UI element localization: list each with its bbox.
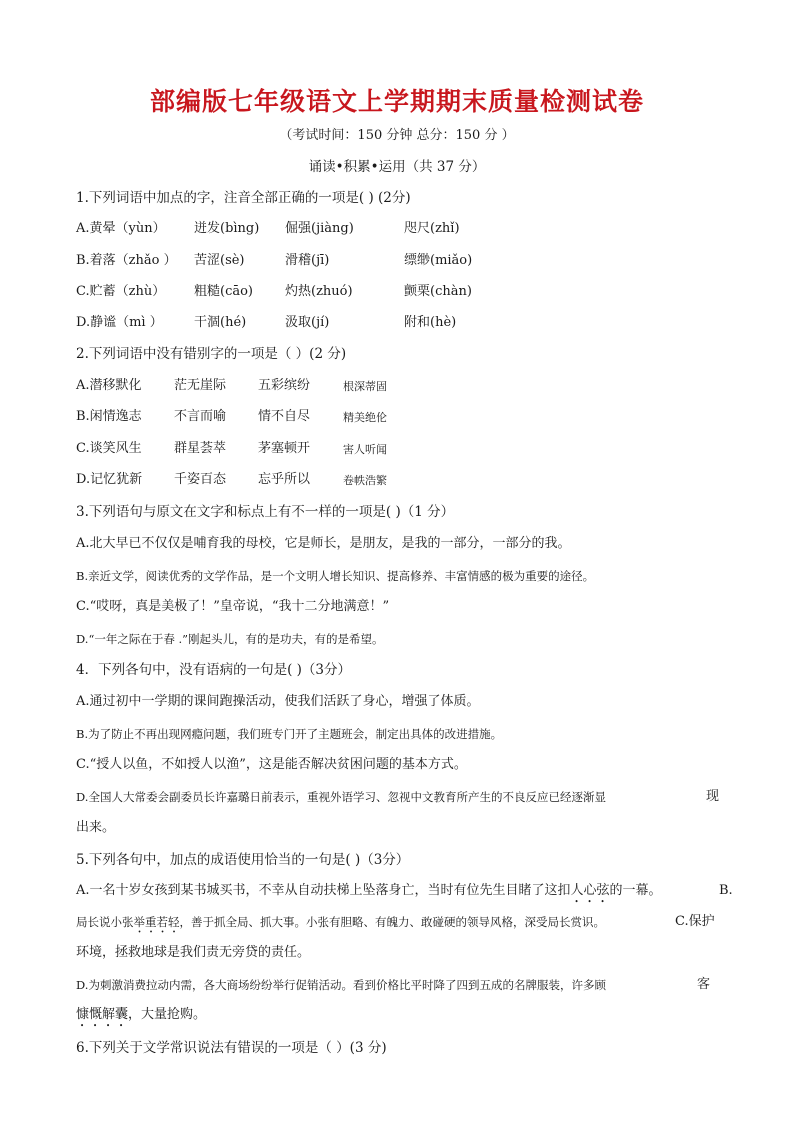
q5-option-d-post: ，大量抢购。 [128,1007,207,1022]
q1-option-d-3: 汲取(jí) [285,315,330,330]
q2-option-b-4: 精美绝伦 [343,411,387,424]
q5-option-d-line2 [76,1006,206,1030]
q5-option-b-pre: 局长说小张 [76,915,134,929]
q2-option-a-4: 根深蒂固 [343,380,387,393]
exam-info: （考试时间：150 分钟 总分：150 分 ） [279,128,515,143]
q1-option-b-3: 滑稽(jī) [285,253,330,268]
q2-option-d-3: 忘乎所以 [258,472,311,487]
q2-option-a-3: 五彩缤纷 [258,378,311,393]
q5-option-a-idiom: 人心弦 [570,883,610,898]
page-title: 部编版七年级语文上学期期末质量检测试卷 [149,87,644,116]
q3-option-b: B.亲近文学，阅读优秀的文学作品，是一个文明人增长知识、提高修养、丰富情感的极为重要的途径。 [76,569,595,583]
q2-option-b-2: 不言而喻 [174,409,227,424]
q2-option-b-1: B.闲情逸志 [76,409,142,424]
q5-option-a [76,882,662,906]
q5-option-a-pre: A.一名十岁女孩到某书城买书，不幸从自动扶梯上坠落身亡，当时有位先生目睹了这扣 [76,883,571,898]
q1-option-c-1: C.贮蓄（zhù） [76,284,166,299]
q4-option-d-line2: 出来。 [76,820,116,835]
q2-option-c-1: C.谈笑风生 [76,441,142,456]
q5-option-c: 环境，拯救地球是我们责无旁贷的责任。 [76,945,311,960]
q5-option-c-start: C.保护 [675,914,715,929]
q2-option-c-2: 群星荟萃 [174,441,227,456]
q2-option-c-3: 茅塞顿开 [258,441,311,456]
q3-option-d: D.“一年之际在于春 .”刚起头儿，有的是功夫，有的是希望。 [76,632,384,646]
q1-option-d-2: 干涸(hé) [194,315,247,330]
question-2-stem: 2.下列词语中没有错别字的一项是（ ）(2 分) [76,346,347,362]
q1-option-b-4: 缥缈(miǎo) [404,253,473,268]
question-5-stem: 5.下列各句中，加点的成语使用恰当的一句是( )（3分） [76,852,410,868]
q2-option-b-3: 情不自尽 [258,409,311,424]
q3-option-a: A.北大早已不仅仅是哺育我的母校，它是师长，是朋友，是我的一部分，一部分的我。 [76,536,571,551]
q4-option-d-line1-end: 现 [706,789,720,804]
q5-option-d-line1: D.为刺激消费拉动内需，各大商场纷纷举行促销活动。看到价格比平时降了四到五成的名牌服装，许多顾 [76,978,606,992]
q1-option-a-1: A.黄晕（yùn） [76,221,166,236]
q5-option-d-line1-end: 客 [697,977,711,992]
question-6-stem: 6.下列关于文学常识说法有错误的一项是（ ）(3 分) [76,1040,387,1056]
q5-option-b-post: ，善于抓全局、抓大事。小张有胆略、有魄力、敢碰硬的领导风格，深受局长赏识。 [179,915,605,929]
q4-option-b: B.为了防止不再出现网瘾问题，我们班专门开了主题班会，制定出具体的改进措施。 [76,727,503,741]
q1-option-a-2: 迸发(bìng) [194,221,260,236]
q1-option-c-2: 粗糙(cāo) [194,284,254,299]
q2-option-a-1: A.潜移默化 [76,378,142,393]
q1-option-b-1: B.着落（zhǎo ） [76,253,177,268]
q2-option-d-2: 千姿百态 [174,472,227,487]
q5-option-a-post: 的一幕。 [609,883,662,898]
q1-option-d-4: 附和(hè) [404,315,457,330]
question-3-stem: 3.下列语句与原文在文字和标点上有不一样的一项是( )（1 分） [76,504,455,520]
section-heading: 诵读•积累•运用（共 37 分） [308,159,486,175]
q1-option-a-3: 倔强(jiàng) [285,221,354,236]
q1-option-d-1: D.静谧（mì ） [76,315,163,330]
q1-option-c-3: 灼热(zhuó) [285,284,353,299]
q5-option-d-idiom: 慷慨解囊 [76,1007,129,1022]
q5-option-b [76,913,605,936]
q1-option-b-2: 苦涩(sè) [194,253,245,268]
q3-option-c: C.“哎呀，真是美极了！”皇帝说，“我十二分地满意！” [76,599,390,614]
q4-option-d-line1: D.全国人大常委会副委员长许嘉璐日前表示，重视外语学习、忽视中文教育所产生的不良反应已经逐渐显 [76,790,606,804]
q2-option-c-4: 害人听闻 [343,443,387,456]
q1-option-a-4: 咫尺(zhǐ) [404,221,460,236]
q2-option-a-2: 茫无崖际 [174,378,227,393]
q5-option-b-start: B. [719,883,733,898]
question-4-stem: 4．下列各句中，没有语病的一句是( )（3分） [76,662,352,678]
q4-option-a: A.通过初中一学期的课间跑操活动，使我们活跃了身心，增强了体质。 [76,694,480,709]
question-1-stem: 1.下列词语中加点的字，注音全部正确的一项是( ) (2分) [76,190,411,206]
q1-option-c-4: 颤栗(chàn) [404,284,472,299]
q5-option-b-idiom: 举重若轻 [133,915,180,929]
q2-option-d-4: 卷帙浩繁 [343,474,387,487]
q2-option-d-1: D.记忆犹新 [76,472,143,487]
q4-option-c: C.“授人以鱼，不如授人以渔”，这是能否解决贫困问题的基本方式。 [76,757,467,772]
